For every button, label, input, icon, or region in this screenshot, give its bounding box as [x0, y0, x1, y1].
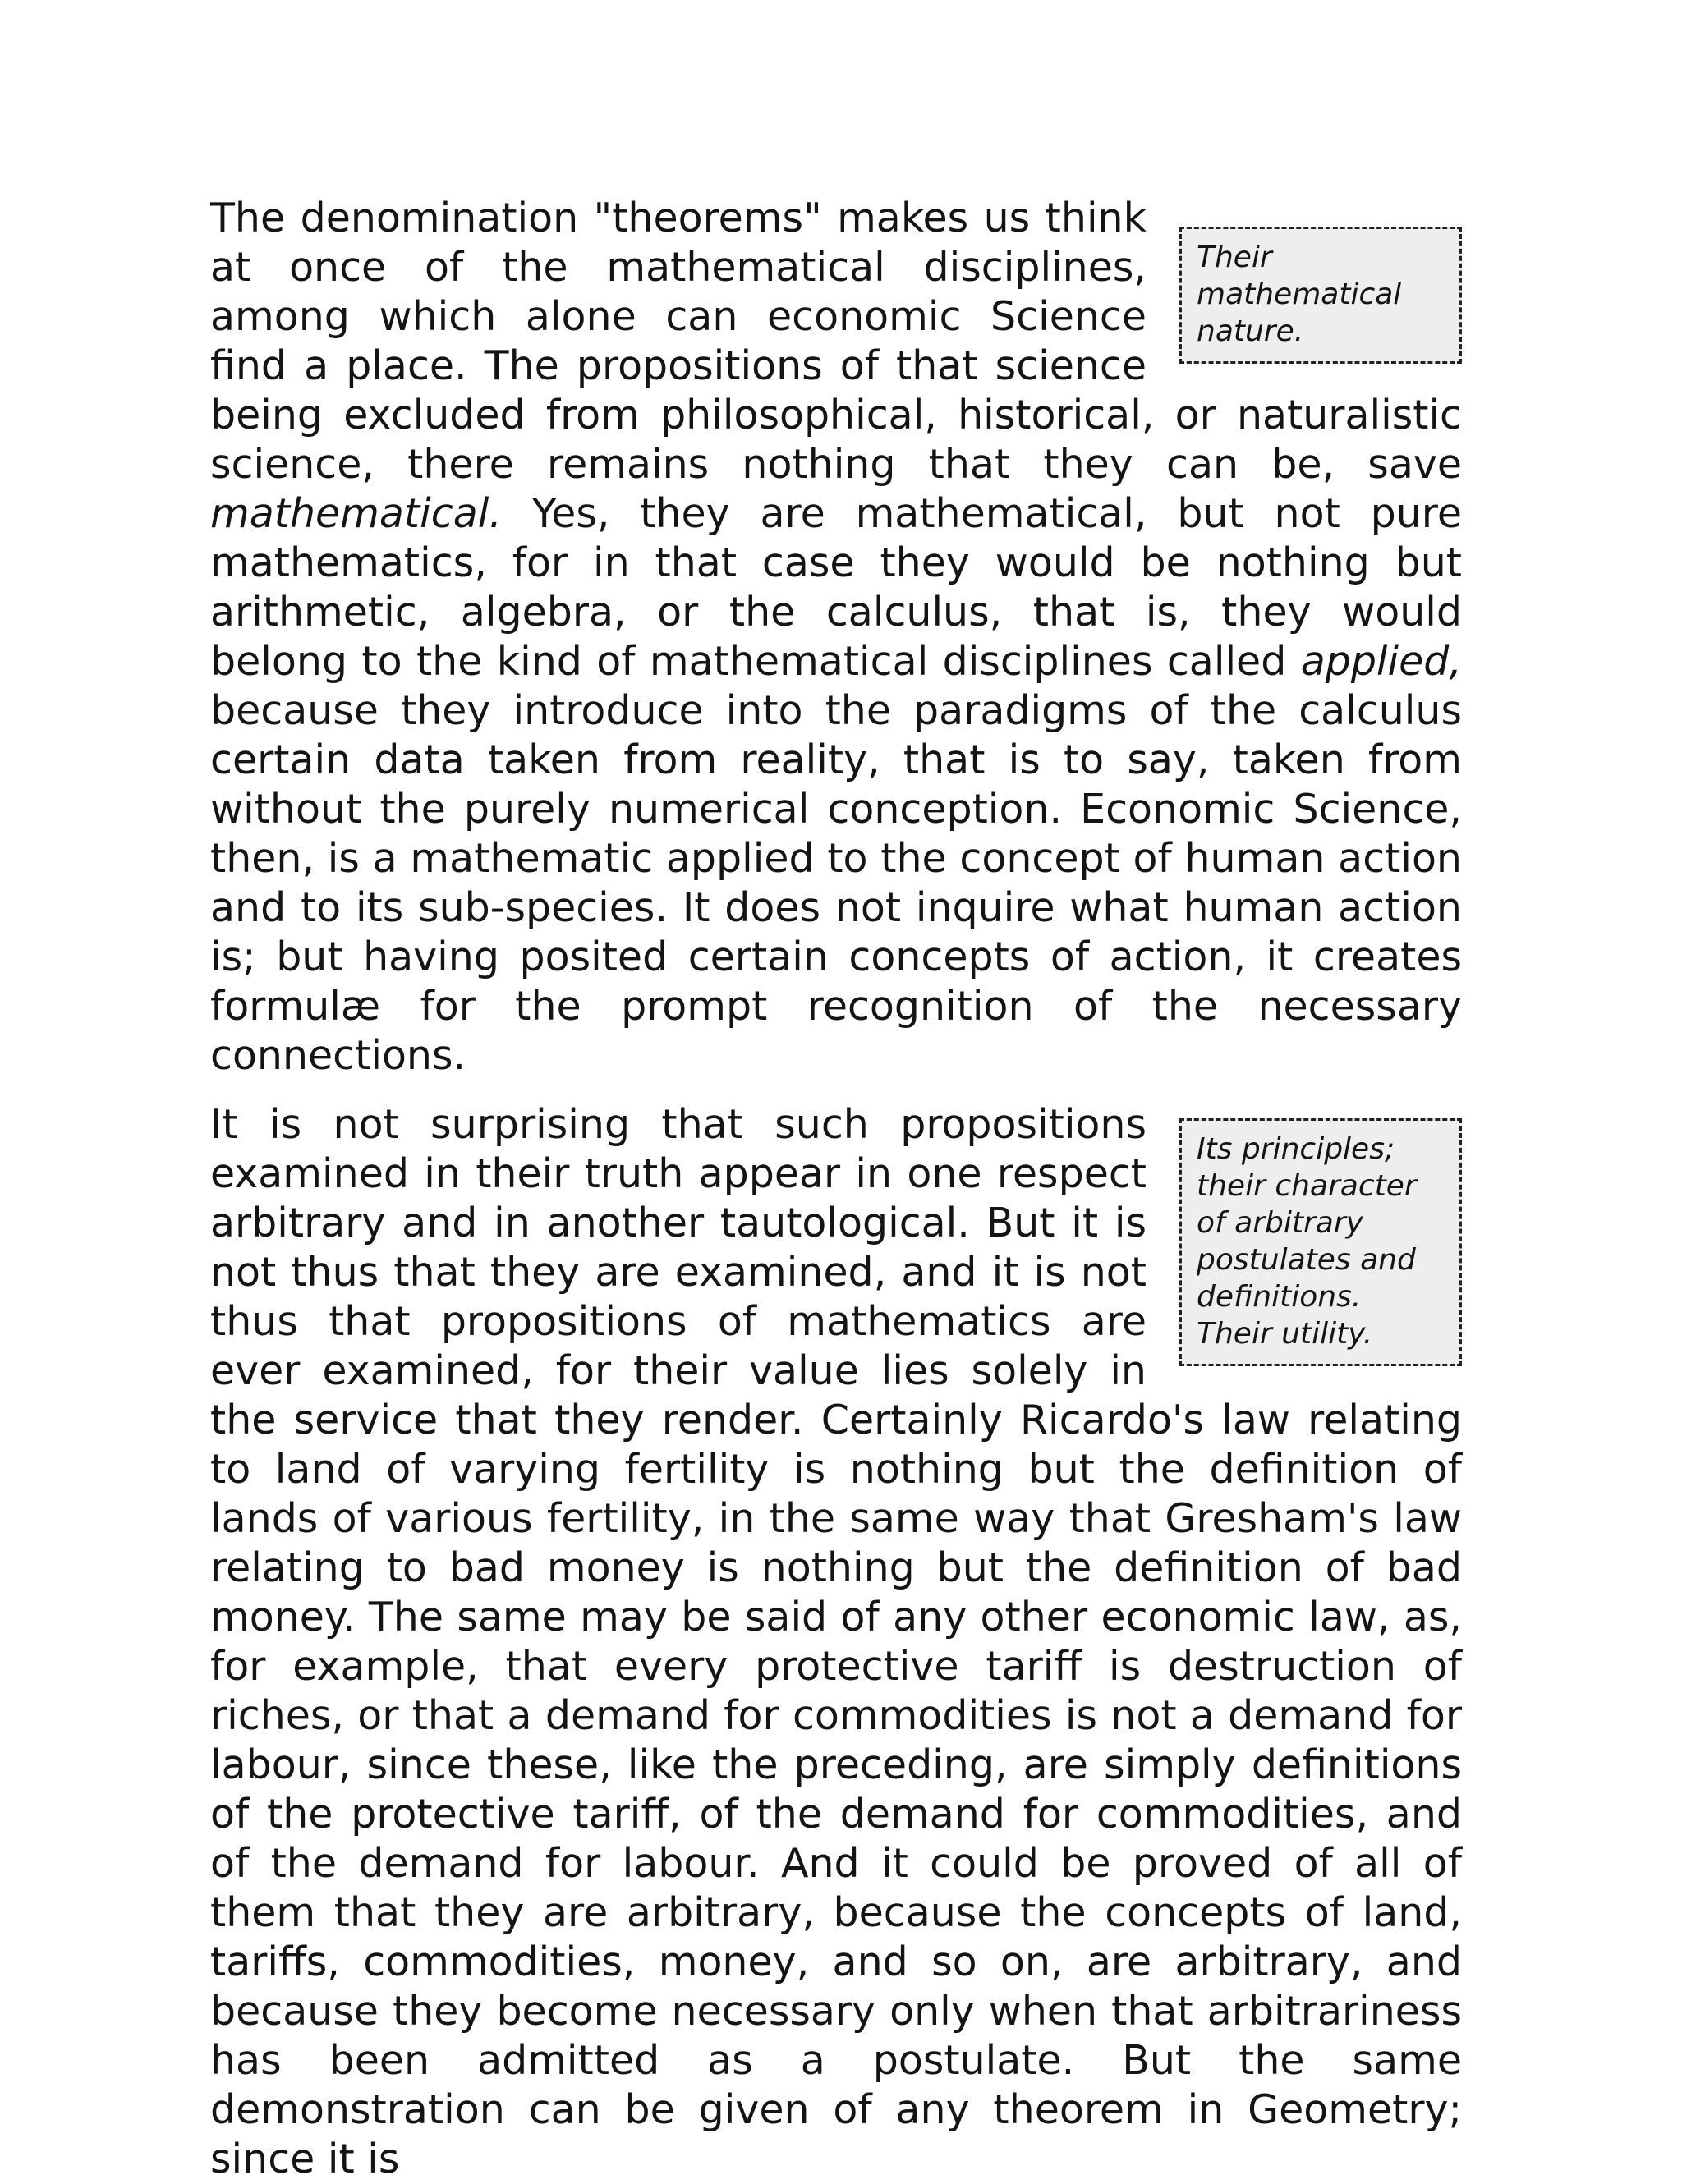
paragraph-1-text-b: Yes, they are mathematical, but not pure mathematics, for in that case they would be nothing but arithmetic, algebra, or the calculus, that is, they would belong to the kind of mathematical disciplines called — [210, 490, 1462, 685]
paragraph-1-text-a: The denomination "theorems" makes us think at once of the mathematical disciplines, among which alone can economic Science find a place. The propositions of that science being excluded from philosophical, historical, or naturalistic science, there remains nothing that they can be, save — [210, 195, 1462, 488]
paragraph-2-text: It is not surprising that such propositions examined in their truth appear in one respect arbitrary and in another tautological. But it is not thus that they are examined, and it is not thus that propositions of mathematics are ever examined, for their value lies solely in the service that they render. Certainly Ricardo's law relating to land of varying fertility is nothing but the definition of lands of various fertility, in the same way that Gresham's law relating to bad money is nothing but the definition of bad money. The same may be said of any other economic law, as, for example, that every protective tariff is destruction of riches, or that a demand for commodities is not a demand for labour, since these, like the preceding, are simply definitions of the protective tariff, of the demand for commodities, and of the demand for labour. And it could be proved of all of them that they are arbitrary, because the concepts of land, tariffs, commodities, money, and so on, are arbitrary, and because they become necessary only when that arbitrariness has been admitted as a postulate. But the same demonstration can be given of any theorem in Geometry; since it is — [210, 1101, 1462, 2182]
paragraph-1-text-c: because they introduce into the paradigms of the calculus certain data taken from reality, that is to say, taken from without the purely numerical conception. Economic Science, then, is a mathematic applied to the concept of human action and to its sub-species. It does not inquire what human action is; but having posited certain concepts of action, it creates formulæ for the prompt recognition of the necessary connections. — [210, 687, 1462, 1079]
margin-note-principles: Its principles; their character of arbitrary postulates and definitions. Their utility. — [1179, 1118, 1462, 1366]
emphasis-applied: applied, — [1300, 638, 1462, 685]
paragraph-2 — [210, 1100, 1462, 2184]
margin-note-mathematical-nature: Their mathematical nature. — [1179, 227, 1462, 364]
emphasis-mathematical: mathematical. — [210, 490, 502, 537]
paragraph-1 — [210, 194, 1462, 1081]
page-body — [210, 194, 1462, 2184]
